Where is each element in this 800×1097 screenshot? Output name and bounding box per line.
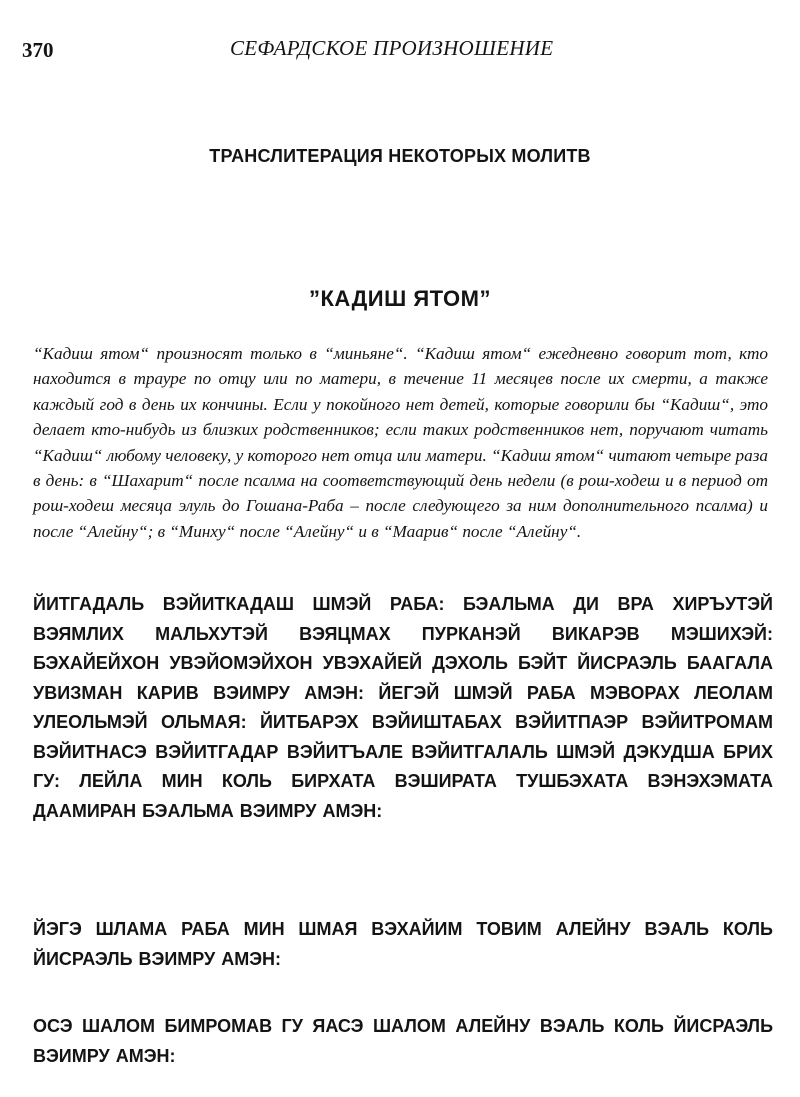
prayer-title: ”КАДИШ ЯТОМ” — [309, 286, 491, 311]
intro-paragraph: “Кадиш ятом“ произносят только в “миньяне“. “Кадиш ятом“ ежедневно говорит тот, кто находится в трауре по отцу или по матери, в течение 11 месяцев после их смерти, а также каждый год в день их кончины. Если у покойного нет детей, которые говорили бы “Кадиш“, это делает кто-нибудь из близких родственников; если таких родственников нет, поручают читать “Кадиш“ любому человеку, у которого нет отца или матери. “Кадиш ятом“ читают четыре раза в день: в “Шахарит“ после псалма на соответствующий день недели (в рош-ходеш и в период от рош-ходеш месяца элуль до Гошана-Раба – после следующего за ним дополнительного псалма) и после “Алейну“; в “Минху“ после “Алейну“ и в “Маарив“ после “Алейну“. — [33, 344, 768, 541]
transliteration-paragraph-1: ЙИТГАДАЛЬ ВЭЙИТКАДАШ ШМЭЙ РАБА: БЭАЛЬМА ДИ ВРА ХИРЪУТЭЙ ВЭЯМЛИХ МАЛЬХУТЭЙ ВЭЯЦМАХ ПУРКАНЭЙ ВИКАРЭВ МЭШИХЭЙ: БЭХАЙЕЙХОН УВЭЙОМЭЙХОН УВЭХАЙЕЙ ДЭХОЛЬ БЭЙТ ЙИСРАЭЛЬ БААГАЛА УВИЗМАН КАРИВ ВЭИМРУ АМЭН: ЙЕГЭЙ ШМЭЙ РАБА МЭВОРАХ ЛЕОЛАМ УЛЕОЛЬМЭЙ ОЛЬМАЯ: ЙИТБАРЭХ ВЭЙИШТАБАХ ВЭЙИТПАЭР ВЭЙИТРОМАМ ВЭЙИТНАСЭ ВЭЙИТГАДАР ВЭЙИТЪАЛЕ ВЭЙИТГАЛАЛЬ ШМЭЙ ДЭКУДША БРИХ ГУ: ЛЕЙЛА МИН КОЛЬ БИРХАТА ВЭШИРАТА ТУШБЭХАТА ВЭНЭХЭМАТА ДААМИРАН БЭАЛЬМА ВЭИМРУ АМЭН: — [33, 594, 773, 821]
section-title: ТРАНСЛИТЕРАЦИЯ НЕКОТОРЫХ МОЛИТВ — [209, 146, 591, 166]
transliteration-paragraph-3: ОСЭ ШАЛОМ БИМРОМАВ ГУ ЯАСЭ ШАЛОМ АЛЕЙНУ ВЭАЛЬ КОЛЬ ЙИСРАЭЛЬ ВЭИМРУ АМЭН: — [33, 1016, 773, 1066]
page-number: 370 — [22, 38, 54, 62]
running-title: СЕФАРДСКОЕ ПРОИЗНОШЕНИЕ — [230, 36, 554, 60]
transliteration-paragraph-2: ЙЭГЭ ШЛАМА РАБА МИН ШМАЯ ВЭХАЙИМ ТОВИМ АЛЕЙНУ ВЭАЛЬ КОЛЬ ЙИСРАЭЛЬ ВЭИМРУ АМЭН: — [33, 919, 773, 969]
